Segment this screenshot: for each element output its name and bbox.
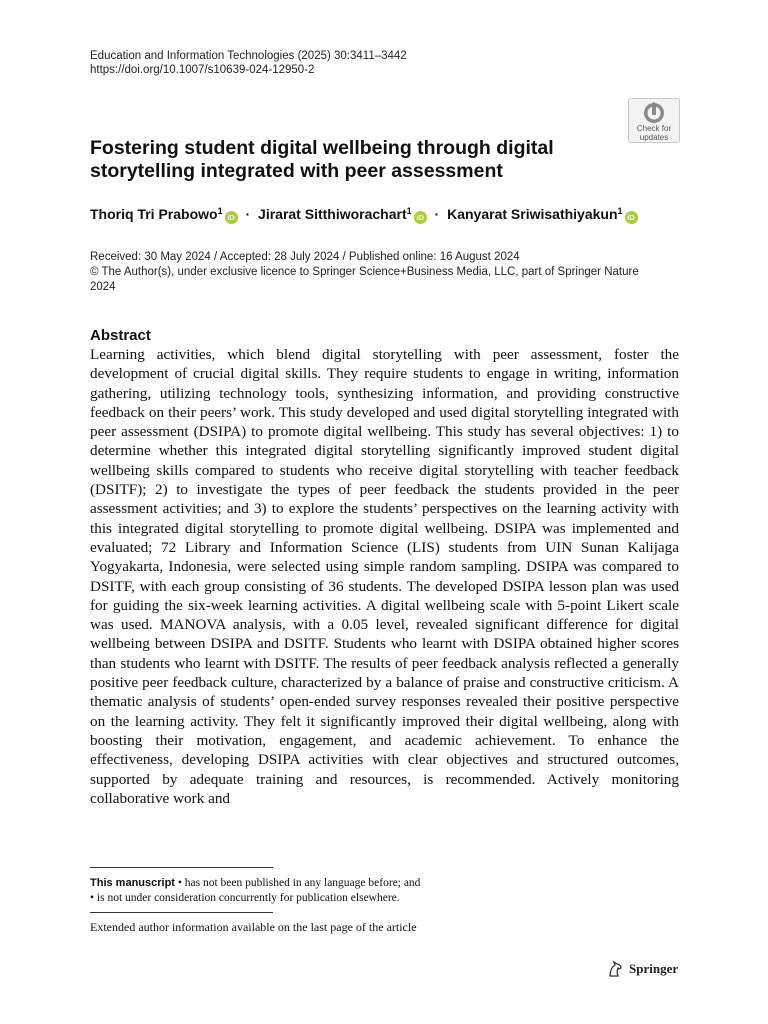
affiliation-mark: 1: [217, 206, 223, 216]
manuscript-footnote: This manuscript • has not been published in any language before; and • is not under consideration concurrently for publication elsewhere.: [90, 877, 421, 904]
orcid-icon[interactable]: iD: [414, 211, 427, 224]
check-updates-icon: [642, 102, 666, 124]
doi-link[interactable]: https://doi.org/10.1007/s10639-024-12950-2: [90, 64, 315, 76]
author-name[interactable]: Kanyarat Sriwisathiyakun: [447, 206, 618, 222]
publisher-name: Springer: [629, 961, 679, 976]
springer-horse-icon: [606, 960, 624, 978]
orcid-icon[interactable]: iD: [625, 211, 638, 224]
check-updates-label: Check for updates: [636, 124, 672, 142]
footnote-divider: [90, 867, 273, 868]
article-title: Fostering student digital wellbeing through digital storytelling integrated with peer assessment: [90, 137, 554, 182]
author-list: [90, 206, 638, 224]
abstract-body: Learning activities, which blend digital storytelling with peer assessment, foster the development of crucial digital skills. They require students to engage in writing, information gathering, utilizing technology tools, synthesizing information, and providing constructive feedback on their peers’ work. This study developed and used digital storytelling integrated with peer assessment (DSIPA) to promote digital wellbeing. This study has several objectives: 1) to determine whether this integrated digital storytelling significantly improved student digital wellbeing skills compared to students who receive digital storytelling with teacher feedback (DSITF); 2) to investigate the types of peer feedback the students provided in the peer assessment activities; and 3) to explore the students’ perspectives on the learning activity with this integrated digital storytelling to promote digital wellbeing. DSIPA was implemented and evaluated; 72 Library and Information Science (LIS) students from UIN Sunan Kalijaga Yogyakarta, Indonesia, were selected using simple random sampling. DSIPA was compared to DSITF, with each group consisting of 36 students. The developed DSIPA lesson plan was used for guiding the six-week learning activities. A digital wellbeing scale with 5-point Likert scale was used. MANOVA analysis, with a 0.05 level, revealed significant difference for digital wellbeing between DSIPA and DSITF. Students who learnt with DSIPA obtained higher scores than students who learnt with DSITF. The results of peer feedback analysis reflected a generally positive peer feedback culture, characterized by a balance of praise and constructive criticism. A thematic analysis of students’ open-ended survey responses revealed their positive perspective on the learning activity. They felt it significantly improved their digital wellbeing, along with boosting their motivation, engagement, and academic achievement. To enhance the effectiveness, developing DSIPA activities with clear objectives and structured outcomes, supported by adequate training and resources, is recommended. Actively monitoring collaborative work and: [90, 346, 679, 807]
author-separator: ·: [434, 206, 440, 222]
orcid-icon[interactable]: iD: [225, 211, 238, 224]
abstract-heading: Abstract: [90, 327, 151, 344]
author-name[interactable]: Thoriq Tri Prabowo: [90, 206, 218, 222]
journal-citation: Education and Information Technologies (2025) 30:3411–3442: [90, 50, 407, 62]
publication-dates: Received: 30 May 2024 / Accepted: 28 July 2024 / Published online: 16 August 2024: [90, 251, 520, 263]
affiliation-mark: 1: [406, 206, 412, 216]
author-name[interactable]: Jirarat Sitthiworachart: [258, 206, 407, 222]
copyright-notice: © The Author(s), under exclusive licence to Springer Science+Business Media, LLC, part of Springer Nature 2024: [90, 266, 639, 293]
publisher-logo: [606, 960, 678, 978]
author-separator: ·: [245, 206, 251, 222]
footnote-divider: [90, 912, 273, 913]
check-for-updates-badge[interactable]: [628, 98, 680, 143]
extended-author-info: Extended author information available on the last page of the article: [90, 920, 417, 934]
affiliation-mark: 1: [617, 206, 623, 216]
